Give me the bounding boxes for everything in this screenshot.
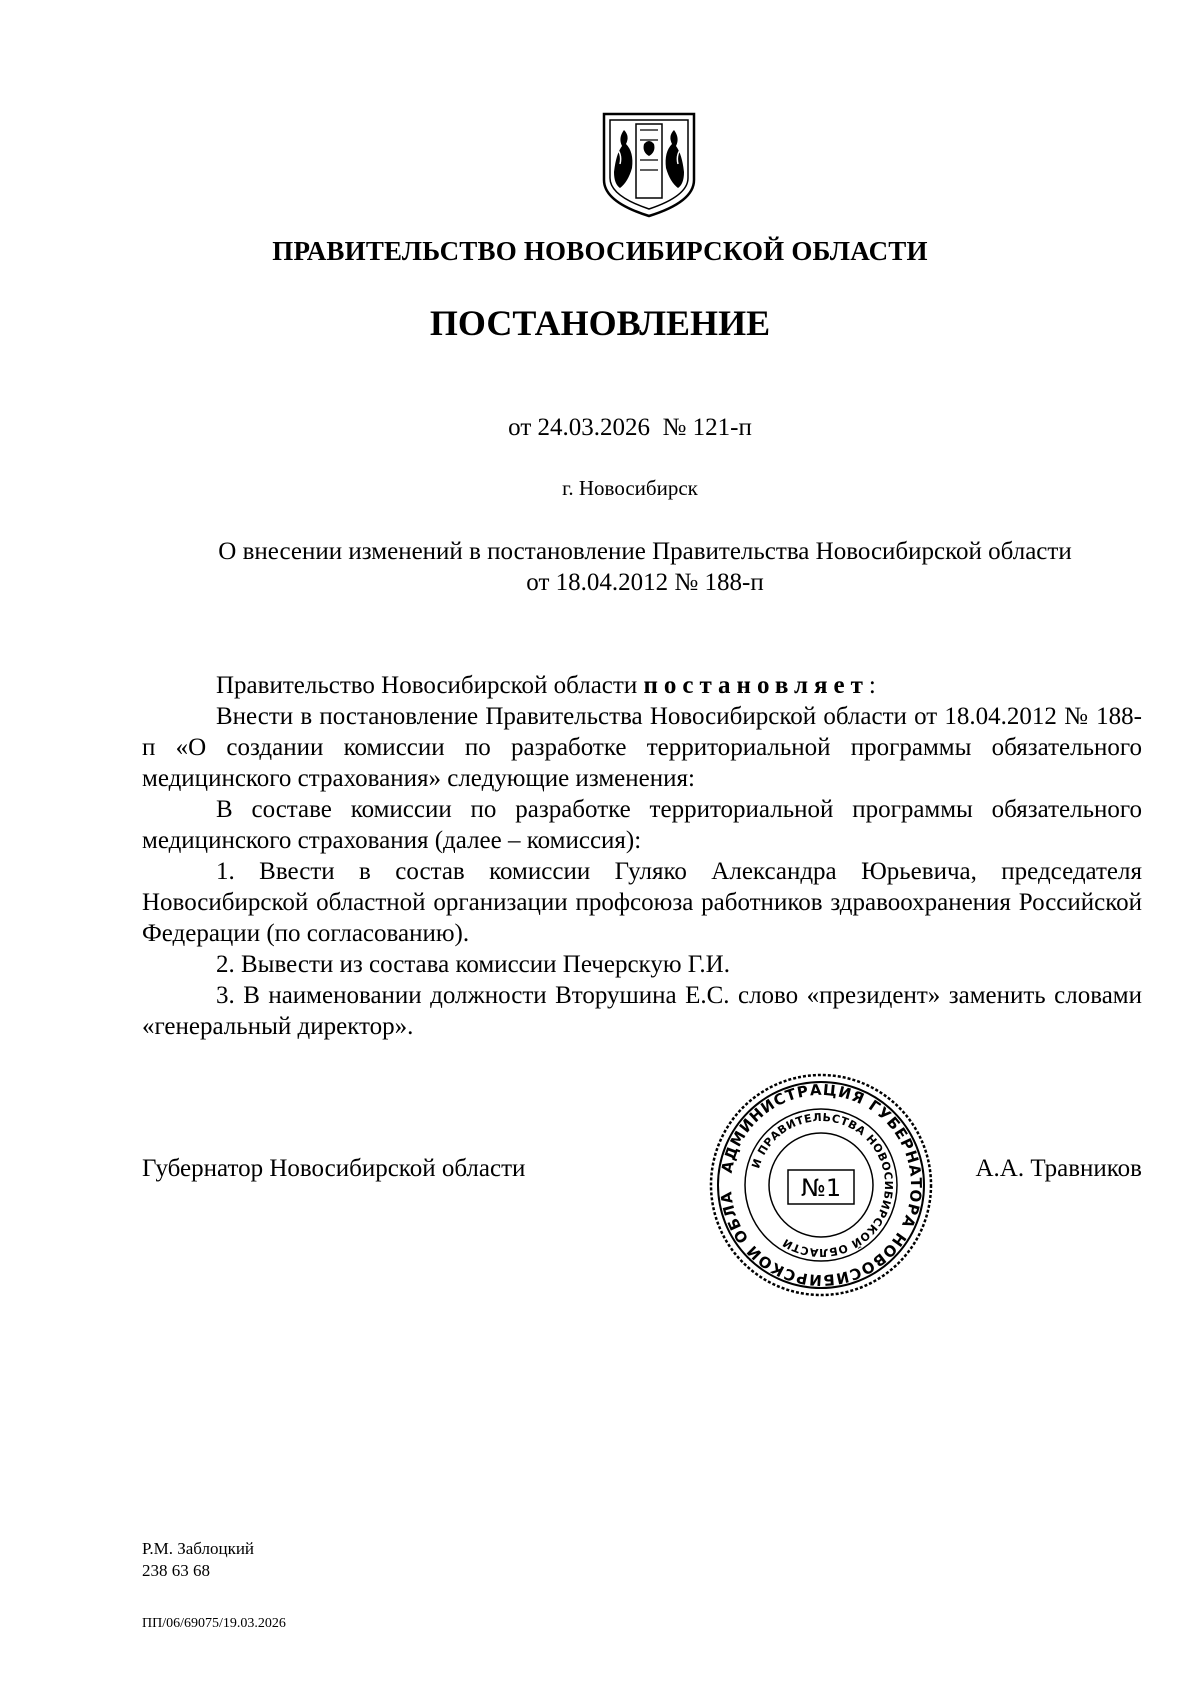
stamp-inner-text: И ПРАВИТЕЛЬСТВА НОВОСИБИРСКОЙ ОБЛАСТИ xyxy=(749,1110,896,1260)
executor-info xyxy=(142,1538,254,1582)
executor-phone: 238 63 68 xyxy=(142,1561,210,1580)
organization-title: ПРАВИТЕЛЬСТВО НОВОСИБИРСКОЙ ОБЛАСТИ xyxy=(272,236,928,266)
intro-keyword: постановляет xyxy=(643,672,869,699)
city: г. Новосибирск xyxy=(562,476,698,500)
paragraph-composition: В составе комиссии по разработке территориальной программы обязательного медицинского страхования (далее – комиссия): xyxy=(142,796,1142,854)
intro-lead: Правительство Новосибирской области xyxy=(216,672,644,699)
stamp-outer-text: АДМИНИСТРАЦИЯ ГУБЕРНАТОРА НОВОСИБИРСКОЙ ОБЛА xyxy=(717,1080,926,1290)
document-code: ПП/06/69075/19.03.2026 xyxy=(142,1616,286,1631)
subject-line-1: О внесении изменений в постановление Правительства Новосибирской области xyxy=(218,538,1072,565)
intro-paragraph xyxy=(142,670,1142,701)
document-type: ПОСТАНОВЛЕНИЕ xyxy=(429,303,771,343)
item-3: 3. В наименовании должности Вторушина Е.С. слово «президент» заменить словами «генеральный директор». xyxy=(142,982,1142,1040)
item-1: 1. Ввести в состав комиссии Гуляко Александра Юрьевича, председателя Новосибирской областной организации профсоюза работников здравоохранения Российской Федерации (по согласованию). xyxy=(142,858,1142,947)
signer-name: А.А. Травников xyxy=(975,1155,1142,1182)
subject-line-2: от 18.04.2012 № 188-п xyxy=(526,569,764,596)
item-2: 2. Вывести из состава комиссии Печерскую Г.И. xyxy=(216,951,730,978)
stamp-center-number: №1 xyxy=(800,1174,842,1202)
date-and-number: от 24.03.2026 № 121-п xyxy=(508,414,752,441)
coat-of-arms-icon xyxy=(600,110,698,220)
executor-name: Р.М. Заблоцкий xyxy=(142,1539,255,1558)
paragraph-amendment: Внести в постановление Правительства Новосибирской области от 18.04.2012 № 188-п «О создании комиссии по разработке территориальной программы обязательного медицинского страхования» следующие изменения: xyxy=(142,703,1142,792)
document-subject xyxy=(150,536,1140,598)
intro-tail: : xyxy=(868,672,876,699)
official-stamp xyxy=(708,1072,934,1298)
document-body xyxy=(142,670,1142,1042)
signer-position: Губернатор Новосибирской области xyxy=(142,1155,526,1182)
